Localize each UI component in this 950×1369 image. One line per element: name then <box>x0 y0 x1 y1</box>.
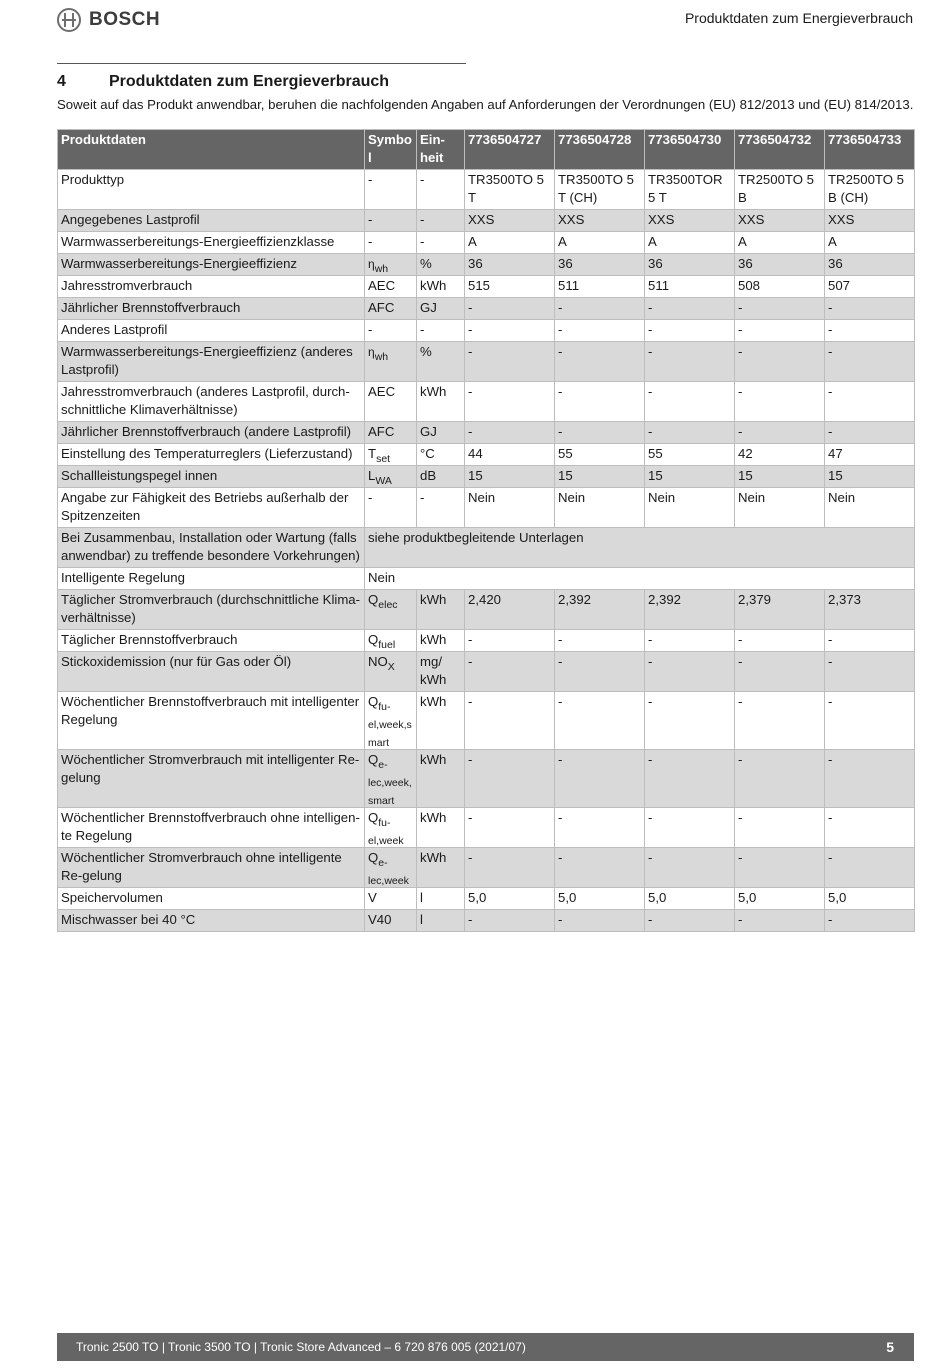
row-value: TR3500TOR 5 T <box>645 170 735 210</box>
row-unit: GJ <box>417 422 465 444</box>
row-value: 2,373 <box>825 590 915 630</box>
row-symbol <box>365 848 417 888</box>
row-unit: kWh <box>417 382 465 422</box>
row-value: - <box>825 630 915 652</box>
row-value: - <box>645 320 735 342</box>
row-value: - <box>465 320 555 342</box>
row-value: - <box>465 422 555 444</box>
table-row <box>58 254 915 276</box>
row-value: 508 <box>735 276 825 298</box>
row-label: Stickoxidemission (nur für Gas oder Öl) <box>58 652 365 692</box>
row-unit: kWh <box>417 692 465 750</box>
row-symbol: - <box>365 488 417 528</box>
row-value: 44 <box>465 444 555 466</box>
row-value: - <box>825 848 915 888</box>
page-header-title: Produktdaten zum Energieverbrauch <box>684 10 913 26</box>
brand-name: BOSCH <box>89 9 161 30</box>
row-symbol <box>365 750 417 808</box>
row-label: Schallleistungspegel innen <box>58 466 365 488</box>
row-symbol <box>365 466 417 488</box>
row-value: - <box>825 910 915 932</box>
row-label: Täglicher Stromverbrauch (durchschnittliche Klima-verhältnisse) <box>58 590 365 630</box>
table-header-row <box>58 130 915 170</box>
row-label: Warmwasserbereitungs-Energieeffizienz <box>58 254 365 276</box>
row-value: 15 <box>555 466 645 488</box>
row-value: - <box>645 342 735 382</box>
table-row <box>58 590 915 630</box>
row-symbol: - <box>365 232 417 254</box>
row-value: 5,0 <box>735 888 825 910</box>
symbol-main: Q <box>368 592 379 607</box>
row-value: 507 <box>825 276 915 298</box>
row-value: 15 <box>645 466 735 488</box>
row-symbol <box>365 590 417 630</box>
row-value: - <box>645 422 735 444</box>
row-value: - <box>825 692 915 750</box>
row-value: 2,379 <box>735 590 825 630</box>
row-value: XXS <box>465 210 555 232</box>
table-row <box>58 652 915 692</box>
row-value: 36 <box>735 254 825 276</box>
header-model-5: 7736504733 <box>825 130 915 170</box>
row-value: - <box>735 808 825 848</box>
row-value: - <box>825 382 915 422</box>
row-value: 55 <box>555 444 645 466</box>
table-row <box>58 750 915 808</box>
row-value: - <box>555 910 645 932</box>
row-unit: kWh <box>417 750 465 808</box>
row-symbol: V <box>365 888 417 910</box>
row-value: 5,0 <box>465 888 555 910</box>
symbol-main: Q <box>368 850 379 865</box>
row-value: 36 <box>555 254 645 276</box>
row-value: 42 <box>735 444 825 466</box>
row-value: 15 <box>735 466 825 488</box>
symbol-main: T <box>368 446 377 461</box>
symbol-main: Q <box>368 694 379 709</box>
row-value: 15 <box>825 466 915 488</box>
row-span-value: Nein <box>365 568 915 590</box>
row-value: 5,0 <box>825 888 915 910</box>
row-value: - <box>645 808 735 848</box>
header-product: Produktdaten <box>58 130 365 170</box>
energy-data-table <box>57 129 915 932</box>
row-symbol <box>365 254 417 276</box>
bosch-armature-icon <box>57 8 81 32</box>
row-value: - <box>735 342 825 382</box>
table-row <box>58 466 915 488</box>
row-value: - <box>465 382 555 422</box>
symbol-main: NO <box>368 654 388 669</box>
row-value: Nein <box>825 488 915 528</box>
brand-logo <box>57 8 160 32</box>
row-value: - <box>735 422 825 444</box>
row-symbol <box>365 444 417 466</box>
row-value: - <box>555 422 645 444</box>
row-symbol <box>365 692 417 750</box>
row-value: - <box>465 298 555 320</box>
row-value: - <box>465 630 555 652</box>
row-label: Wöchentlicher Stromverbrauch ohne intelligente Re-gelung <box>58 848 365 888</box>
page-number: 5 <box>886 1339 894 1355</box>
row-value: 511 <box>555 276 645 298</box>
row-value: - <box>645 652 735 692</box>
row-value: A <box>645 232 735 254</box>
row-label: Einstellung des Temperaturreglers (Lieferzustand) <box>58 444 365 466</box>
row-value: 5,0 <box>645 888 735 910</box>
row-value: - <box>465 652 555 692</box>
row-unit: - <box>417 232 465 254</box>
row-value: A <box>465 232 555 254</box>
row-value: - <box>465 342 555 382</box>
symbol-subscript: e-lec,week, smart <box>368 759 412 807</box>
row-value: 511 <box>645 276 735 298</box>
row-symbol: - <box>365 320 417 342</box>
row-unit: - <box>417 488 465 528</box>
row-value: - <box>825 422 915 444</box>
row-value: A <box>825 232 915 254</box>
row-unit: kWh <box>417 848 465 888</box>
row-value: 15 <box>465 466 555 488</box>
header-model-3: 7736504730 <box>645 130 735 170</box>
row-value: - <box>555 342 645 382</box>
symbol-subscript: e-lec,week <box>368 857 409 887</box>
footer-document-info: Tronic 2500 TO | Tronic 3500 TO | Tronic Store Advanced – 6 720 876 005 (2021/07) <box>76 1340 526 1354</box>
symbol-subscript: fuel <box>378 639 396 651</box>
symbol-subscript: fu-el,week,s mart <box>368 701 412 749</box>
table-row <box>58 422 915 444</box>
row-value: - <box>735 298 825 320</box>
row-symbol: - <box>365 210 417 232</box>
row-label: Anderes Lastprofil <box>58 320 365 342</box>
row-value: - <box>645 630 735 652</box>
row-value: - <box>555 320 645 342</box>
row-value: - <box>555 808 645 848</box>
row-unit: % <box>417 254 465 276</box>
symbol-subscript: wh <box>374 263 389 275</box>
row-label: Speichervolumen <box>58 888 365 910</box>
row-label: Jährlicher Brennstoffverbrauch <box>58 298 365 320</box>
row-value: - <box>825 750 915 808</box>
row-value: - <box>825 652 915 692</box>
row-value: A <box>735 232 825 254</box>
section-number: 4 <box>57 73 66 90</box>
row-unit: kWh <box>417 630 465 652</box>
row-value: 2,392 <box>645 590 735 630</box>
row-value: TR3500TO 5 T (CH) <box>555 170 645 210</box>
table-row <box>58 808 915 848</box>
header-model-1: 7736504727 <box>465 130 555 170</box>
row-value: - <box>465 910 555 932</box>
symbol-subscript: elec <box>378 599 398 611</box>
symbol-subscript: X <box>387 661 395 673</box>
row-value: - <box>645 750 735 808</box>
table-row <box>58 888 915 910</box>
page-footer <box>57 1333 914 1361</box>
row-value: Nein <box>555 488 645 528</box>
row-value: A <box>555 232 645 254</box>
table-row <box>58 848 915 888</box>
row-symbol <box>365 342 417 382</box>
symbol-subscript: set <box>376 453 391 465</box>
row-label: Intelligente Regelung <box>58 568 365 590</box>
row-label: Warmwasserbereitungs-Energieeffizienz (anderes Lastprofil) <box>58 342 365 382</box>
table-row <box>58 630 915 652</box>
row-symbol: AEC <box>365 276 417 298</box>
row-symbol <box>365 630 417 652</box>
row-label: Angabe zur Fähigkeit des Betriebs außerhalb der Spitzenzeiten <box>58 488 365 528</box>
table-row <box>58 232 915 254</box>
row-value: - <box>645 910 735 932</box>
row-value: - <box>555 848 645 888</box>
table-row <box>58 568 915 590</box>
row-value: - <box>825 342 915 382</box>
row-label: Jahresstromverbrauch <box>58 276 365 298</box>
symbol-subscript: WA <box>375 475 392 487</box>
row-label: Mischwasser bei 40 °C <box>58 910 365 932</box>
row-value: - <box>645 848 735 888</box>
row-label: Täglicher Brennstoffverbrauch <box>58 630 365 652</box>
row-label: Bei Zusammenbau, Installation oder Wartung (falls anwendbar) zu treffende besondere Vorkehrungen) <box>58 528 365 568</box>
row-label: Produkttyp <box>58 170 365 210</box>
table-row <box>58 320 915 342</box>
row-value: 36 <box>645 254 735 276</box>
row-value: 2,420 <box>465 590 555 630</box>
row-value: - <box>735 750 825 808</box>
row-value: - <box>555 750 645 808</box>
row-value: TR3500TO 5 T <box>465 170 555 210</box>
row-value: - <box>825 298 915 320</box>
row-label: Wöchentlicher Brennstoffverbrauch mit intelligenter Regelung <box>58 692 365 750</box>
row-symbol: AFC <box>365 422 417 444</box>
row-unit: GJ <box>417 298 465 320</box>
row-value: 2,392 <box>555 590 645 630</box>
table-row <box>58 342 915 382</box>
row-value: TR2500TO 5 B <box>735 170 825 210</box>
row-value: - <box>645 692 735 750</box>
row-value: - <box>645 298 735 320</box>
row-value: TR2500TO 5 B (CH) <box>825 170 915 210</box>
row-unit: kWh <box>417 808 465 848</box>
row-unit: kWh <box>417 276 465 298</box>
row-value: 515 <box>465 276 555 298</box>
table-row <box>58 444 915 466</box>
row-value: - <box>825 808 915 848</box>
symbol-main: Q <box>368 632 379 647</box>
table-row <box>58 692 915 750</box>
row-unit: mg/ kWh <box>417 652 465 692</box>
row-value: XXS <box>555 210 645 232</box>
row-value: XXS <box>735 210 825 232</box>
header-divider <box>57 63 466 64</box>
row-value: 55 <box>645 444 735 466</box>
row-label: Warmwasserbereitungs-Energieeffizienzklasse <box>58 232 365 254</box>
row-label: Jährlicher Brennstoffverbrauch (andere Lastprofil) <box>58 422 365 444</box>
row-value: - <box>825 320 915 342</box>
row-value: - <box>735 630 825 652</box>
row-value: 36 <box>465 254 555 276</box>
table-row <box>58 488 915 528</box>
row-value: - <box>555 630 645 652</box>
row-value: - <box>735 652 825 692</box>
header-model-4: 7736504732 <box>735 130 825 170</box>
row-value: - <box>555 652 645 692</box>
row-unit: - <box>417 170 465 210</box>
row-span-value: siehe produktbegleitende Unterlagen <box>365 528 915 568</box>
row-value: Nein <box>465 488 555 528</box>
symbol-main: η <box>368 345 375 359</box>
table-row <box>58 910 915 932</box>
row-symbol <box>365 652 417 692</box>
row-value: - <box>555 298 645 320</box>
intro-paragraph: Soweit auf das Produkt anwendbar, beruhen die nachfolgenden Angaben auf Anforderungen der Verordnungen (EU) 812/2013 und (EU) 814/2013. <box>57 97 914 112</box>
row-value: - <box>735 692 825 750</box>
table-row <box>58 210 915 232</box>
row-unit: °C <box>417 444 465 466</box>
row-value: - <box>465 692 555 750</box>
table-row <box>58 170 915 210</box>
row-unit: l <box>417 910 465 932</box>
row-value: XXS <box>825 210 915 232</box>
symbol-main: L <box>368 468 376 483</box>
row-unit: kWh <box>417 590 465 630</box>
row-value: 47 <box>825 444 915 466</box>
row-value: - <box>735 910 825 932</box>
row-value: - <box>735 382 825 422</box>
row-unit: l <box>417 888 465 910</box>
header-unit: Ein-heit <box>417 130 465 170</box>
row-value: XXS <box>645 210 735 232</box>
row-value: - <box>645 382 735 422</box>
row-symbol: AEC <box>365 382 417 422</box>
header-model-2: 7736504728 <box>555 130 645 170</box>
row-label: Wöchentlicher Stromverbrauch mit intelligenter Re-gelung <box>58 750 365 808</box>
symbol-main: Q <box>368 810 379 825</box>
row-symbol <box>365 808 417 848</box>
row-symbol: AFC <box>365 298 417 320</box>
table-row <box>58 528 915 568</box>
section-title: Produktdaten zum Energieverbrauch <box>109 73 390 90</box>
row-value: - <box>555 692 645 750</box>
row-value: - <box>735 848 825 888</box>
row-value: 36 <box>825 254 915 276</box>
row-symbol: - <box>365 170 417 210</box>
table-row <box>58 276 915 298</box>
row-value: 5,0 <box>555 888 645 910</box>
row-unit: dB <box>417 466 465 488</box>
row-unit: - <box>417 210 465 232</box>
row-label: Angegebenes Lastprofil <box>58 210 365 232</box>
row-label: Wöchentlicher Brennstoffverbrauch ohne intelligen-te Regelung <box>58 808 365 848</box>
row-value: - <box>465 750 555 808</box>
symbol-main: Q <box>368 752 379 767</box>
symbol-main: η <box>368 257 375 271</box>
table-row <box>58 298 915 320</box>
row-value: - <box>465 848 555 888</box>
row-unit: % <box>417 342 465 382</box>
table-row <box>58 382 915 422</box>
row-unit: - <box>417 320 465 342</box>
row-value: - <box>465 808 555 848</box>
row-value: - <box>735 320 825 342</box>
section-heading <box>57 73 389 91</box>
row-value: Nein <box>645 488 735 528</box>
header-symbol: Symbol <box>365 130 417 170</box>
symbol-subscript: wh <box>374 351 389 363</box>
row-value: Nein <box>735 488 825 528</box>
row-value: - <box>555 382 645 422</box>
row-symbol: V40 <box>365 910 417 932</box>
row-label: Jahresstromverbrauch (anderes Lastprofil, durch-schnittliche Klimaverhältnisse) <box>58 382 365 422</box>
symbol-subscript: fu-el,week <box>368 817 404 847</box>
